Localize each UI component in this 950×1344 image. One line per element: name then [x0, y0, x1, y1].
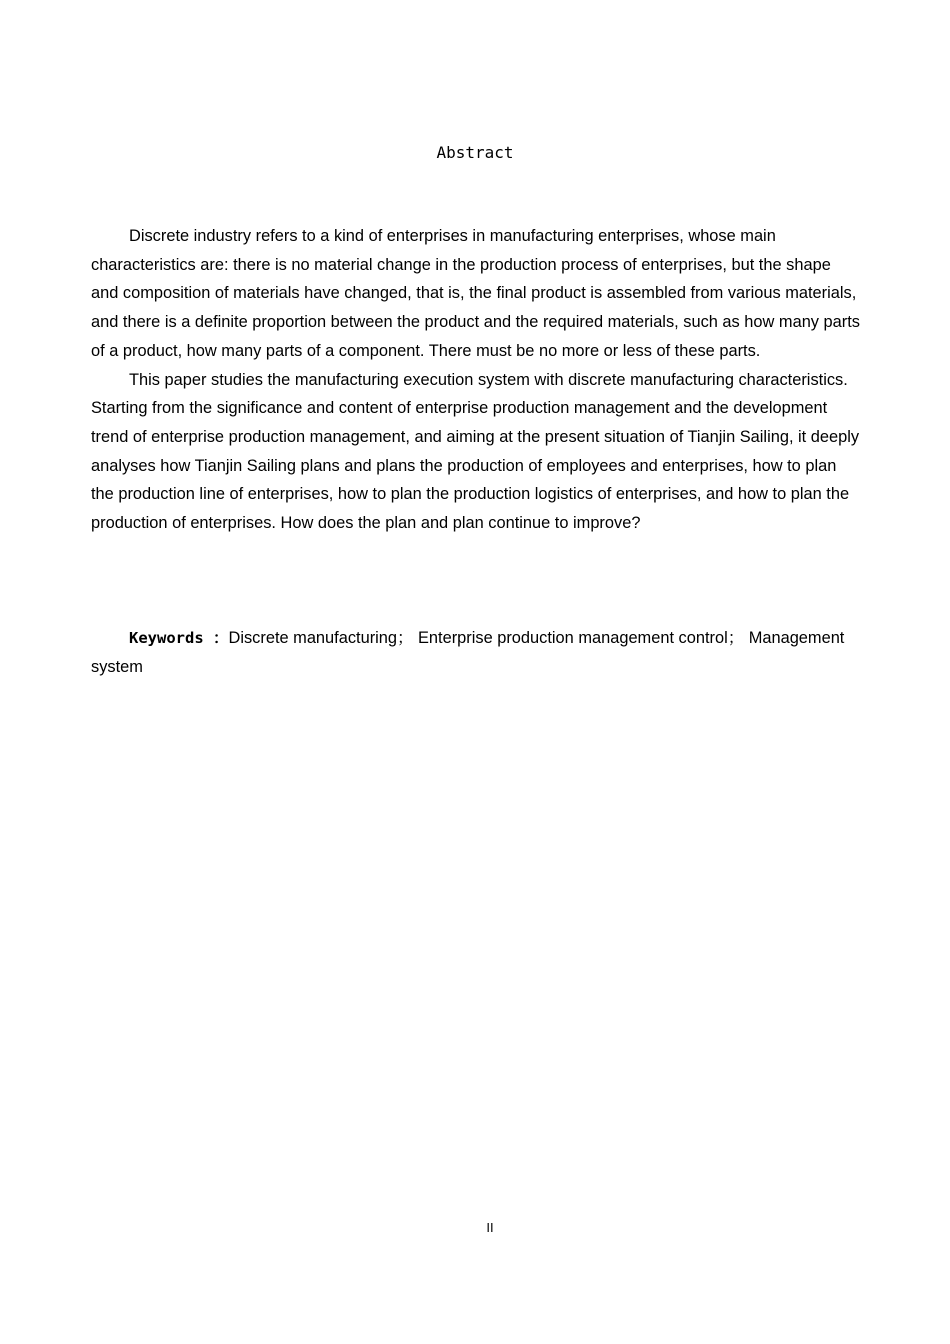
- abstract-paragraph-1: Discrete industry refers to a kind of enterprises in manufacturing enterprises, whose main characteristics are: there is no material change in the production process of enterprises, but the shape and composition of materials have changed, that is, the final product is assembled from various materials, and there is a definite proportion between the product and the required materials, such as how many parts of a product, how many parts of a component. There must be no more or less of these parts.: [91, 227, 860, 360]
- keywords-label: Keywords ：: [129, 629, 229, 647]
- page-number: II: [486, 1220, 494, 1235]
- abstract-body: [91, 222, 861, 538]
- abstract-title: Abstract: [436, 143, 514, 162]
- abstract-paragraph-2: This paper studies the manufacturing execution system with discrete manufacturing characteristics. Starting from the significance and content of enterprise production management and the development trend of enterprise production management, and aiming at the present situation of Tianjin Sailing, it deeply analyses how Tianjin Sailing plans and plans the production of employees and enterprises, how to plan the production line of enterprises, how to plan the production logistics of enterprises, and how to plan the production of enterprises. How does the plan and plan continue to improve?: [91, 370, 860, 533]
- keywords-line: [91, 624, 861, 681]
- keywords-text: Discrete manufacturing； Enterprise production management control； Management system: [91, 629, 845, 676]
